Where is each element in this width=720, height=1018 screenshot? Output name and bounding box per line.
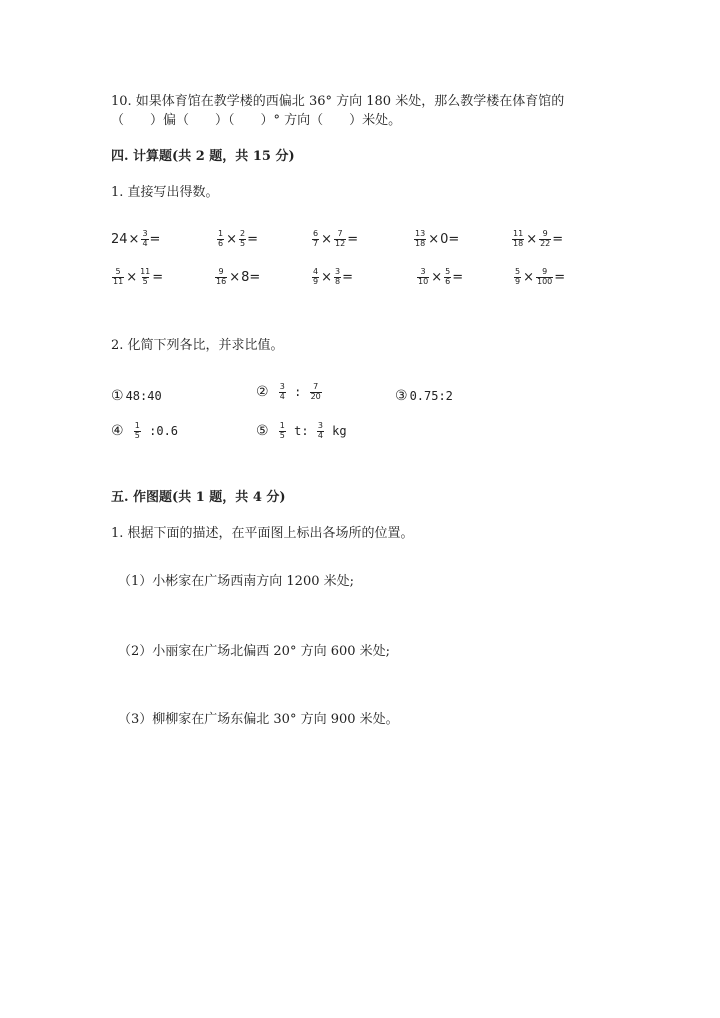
q10-line1: 10. 如果体育馆在教学楼的西偏北 36° 方向 180 米处，那么教学楼在体育馆的 <box>111 94 565 109</box>
section4-title: 四. 计算题(共 2 题，共 15 分) <box>111 149 295 164</box>
draw-item: （2）小丽家在广场北偏西 20° 方向 600 米处; <box>118 644 391 659</box>
draw-item: （3）柳柳家在广场东偏北 30° 方向 900 米处。 <box>118 712 399 727</box>
section5-title: 五. 作图题(共 1 题，共 4 分) <box>111 490 286 505</box>
calc-expression: $\frac{4}{9}$ × $\frac{3}{8}$ = <box>313 267 353 286</box>
ratio-item-2: ② $\frac{3}{4}$ : $\frac{7}{20}$ <box>256 382 321 401</box>
section4-q2-prompt: 2. 化简下列各比，并求比值。 <box>111 338 284 353</box>
calc-expression: $\frac{9}{16}$ ×8= <box>216 267 261 286</box>
ratio-item-4: ④ $\frac{1}{5}$ :0.6 <box>111 421 179 440</box>
draw-item: （1）小彬家在广场西南方向 1200 米处; <box>118 574 354 589</box>
section5-q1-prompt: 1. 根据下面的描述，在平面图上标出各场所的位置。 <box>111 526 414 541</box>
ratio-item-3: ③ 0.75:2 <box>395 388 453 404</box>
calc-expression: $\frac{1}{6}$ × $\frac{2}{5}$ = <box>218 229 258 248</box>
calc-expression: $\frac{5}{11}$ × $\frac{11}{5}$ = <box>113 267 164 286</box>
calc-expression: 24× $\frac{3}{4}$ = <box>111 229 161 248</box>
ratio-item-1: ① 48:40 <box>111 388 162 404</box>
calc-expression: $\frac{5}{9}$ × $\frac{9}{100}$ = <box>515 267 566 286</box>
calc-expression: $\frac{11}{18}$ × $\frac{9}{22}$ = <box>513 229 564 248</box>
calc-expression: $\frac{3}{10}$ × $\frac{5}{6}$ = <box>418 267 464 286</box>
calc-expression: $\frac{13}{18}$ ×0= <box>415 229 460 248</box>
calc-expression: $\frac{6}{7}$ × $\frac{7}{12}$ = <box>313 229 359 248</box>
q10-line2: （ ）偏（ ）（ ）° 方向（ ）米处。 <box>111 113 402 128</box>
ratio-item-5: ⑤ $\frac{1}{5}$ t: $\frac{3}{4}$ kg <box>256 421 347 440</box>
section4-q1-prompt: 1. 直接写出得数。 <box>111 185 219 200</box>
